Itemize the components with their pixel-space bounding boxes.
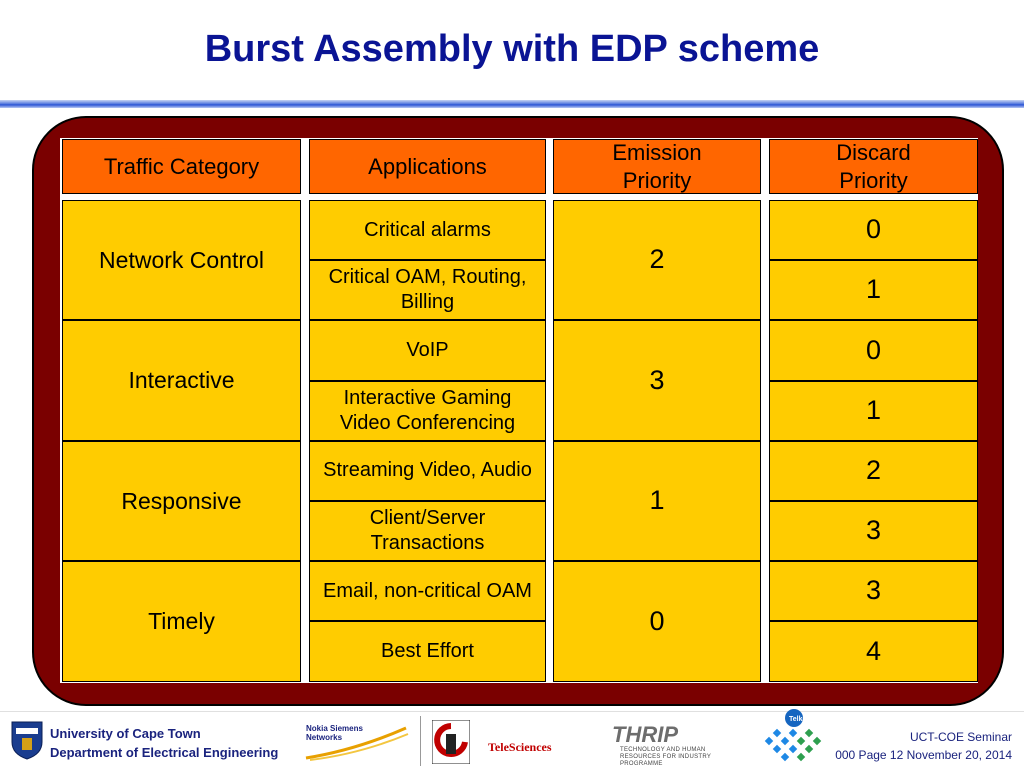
- traffic-category-cell: Responsive: [62, 441, 301, 561]
- emission-priority-cell: 0: [553, 561, 761, 681]
- emission-priority-cell: 2: [553, 200, 761, 320]
- thrip-subtitle: TECHNOLOGY AND HUMAN RESOURCES FOR INDUSTRY PROGRAMME: [620, 747, 712, 767]
- discard-priority-cell: 0: [769, 320, 978, 380]
- discard-priority-cell: 2: [769, 441, 978, 501]
- discard-priority-cell: 3: [769, 501, 978, 561]
- discard-priority-cell: 3: [769, 561, 978, 621]
- application-cell: Best Effort: [309, 621, 546, 681]
- telkom-logo-text: Telkom: [789, 716, 813, 723]
- emission-priority-cell: 1: [553, 441, 761, 561]
- page-info: 000 Page 12 November 20, 2014: [835, 748, 1012, 762]
- nsn-logo-text: Nokia Siemens Networks: [306, 724, 363, 742]
- slide-title: Burst Assembly with EDP scheme: [204, 28, 820, 70]
- uct-crest-icon: [10, 720, 44, 760]
- uct-logo-text: [50, 724, 278, 762]
- application-cell: Streaming Video, Audio: [309, 441, 546, 501]
- traffic-category-cell: Timely: [62, 561, 301, 681]
- department-name: Department of Electrical Engineering: [50, 745, 279, 760]
- thrip-logo-text: THRIP: [612, 722, 678, 747]
- seminar-name: UCT-COE Seminar: [909, 730, 1012, 744]
- application-cell: Critical OAM, Routing, Billing: [309, 260, 546, 320]
- seminar-info: [835, 728, 1012, 764]
- header-emission-priority: Emission Priority: [553, 139, 761, 194]
- application-cell: Email, non-critical OAM: [309, 561, 546, 621]
- application-cell: Client/Server Transactions: [309, 501, 546, 561]
- traffic-category-cell: Interactive: [62, 320, 301, 440]
- application-cell: Interactive Gaming Video Conferencing: [309, 381, 546, 441]
- university-name: University of Cape Town: [50, 726, 201, 741]
- traffic-category-cell: Network Control: [62, 200, 301, 320]
- telesciences-logo-icon: [432, 720, 470, 764]
- header-traffic-category: Traffic Category: [62, 139, 301, 194]
- application-cell: VoIP: [309, 320, 546, 380]
- emission-priority-cell: 3: [553, 320, 761, 440]
- header-applications: Applications: [309, 139, 546, 194]
- footer-separator: [420, 716, 421, 766]
- discard-priority-cell: 1: [769, 260, 978, 320]
- title-divider: [0, 100, 1024, 108]
- discard-priority-cell: 0: [769, 200, 978, 260]
- application-cell: Critical alarms: [309, 200, 546, 260]
- telesciences-logo-text: TeleSciences: [488, 740, 552, 754]
- discard-priority-cell: 1: [769, 381, 978, 441]
- discard-priority-cell: 4: [769, 621, 978, 681]
- header-discard-priority: Discard Priority: [769, 139, 978, 194]
- footer-divider: [0, 711, 1024, 712]
